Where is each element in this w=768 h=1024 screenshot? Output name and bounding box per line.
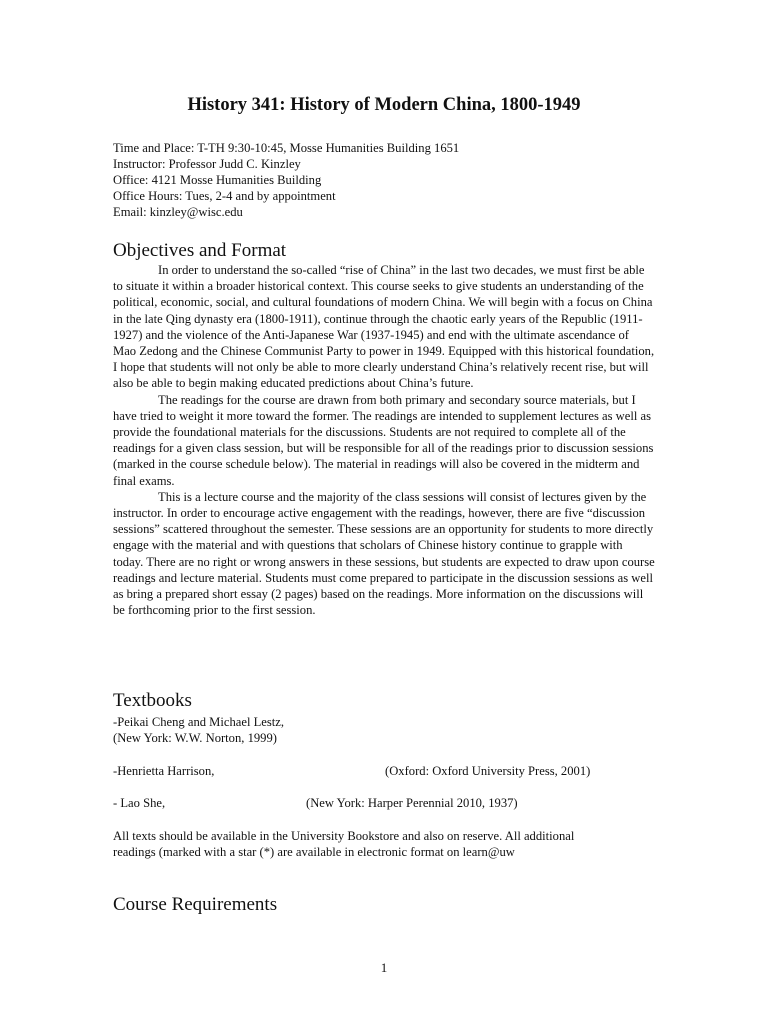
objectives-body <box>113 262 655 618</box>
instructor-line: Instructor: Professor Judd C. Kinzley <box>113 157 301 171</box>
objectives-paragraph-2: The readings for the course are drawn from both primary and secondary source materials, but I have tried to weight it more toward the former. The readings are intended to supplement lectures as well as provide the foundational materials for the discussions. Students are not required to complete all of the readings for a given class session, but will be responsible for all of the readings prior to discussion sessions (marked in the course schedule below). The material in readings will also be covered in the midterm and final exams. <box>113 392 654 488</box>
textbook-2-publisher: (Oxford: Oxford University Press, 2001) <box>385 764 591 778</box>
objectives-heading: Objectives and Format <box>113 240 287 261</box>
course-info-block <box>113 140 673 220</box>
textbook-3-publisher: (New York: Harper Perennial 2010, 1937) <box>306 796 518 810</box>
time-place-line: Time and Place: T-TH 9:30-10:45, Mosse Humanities Building 1651 <box>113 141 460 155</box>
email-line: Email: kinzley@wisc.edu <box>113 205 243 219</box>
objectives-paragraph-3: This is a lecture course and the majority of the class sessions will consist of lectures given by the instructor. In order to encourage active engagement with the readings, however, there are five “discussion sessions” scattered throughout the semester. These sessions are an opportunity for students to more directly engage with the material and with questions that scholars of Chinese history continue to grapple with today. There are no right or wrong answers in these sessions, but students are expected to draw upon course readings and lecture material. Students must come prepared to participate in the discussion sessions as well as bring a prepared short essay (2 pages) based on the readings. More information on the discussions will be forthcoming prior to the first session. <box>113 489 655 618</box>
office-hours-line: Office Hours: Tues, 2-4 and by appointment <box>113 189 336 203</box>
course-requirements-heading: Course Requirements <box>113 894 278 915</box>
textbooks-note-line-1: All texts should be available in the University Bookstore and also on reserve. All additional <box>113 829 575 843</box>
page-number: 1 <box>380 960 388 975</box>
document-title: History 341: History of Modern China, 1800-1949 <box>187 95 581 115</box>
textbook-1-author: -Peikai Cheng and Michael Lestz, <box>113 715 285 729</box>
objectives-paragraph-1: In order to understand the so-called “rise of China” in the last two decades, we must first be able to situate it within a broader historical context. This course seeks to give students an understanding of the political, economic, social, and cultural foundations of modern China. We will begin with a focus on China in the late Qing dynasty era (1800-1911), continue through the chaotic early years of the Republic (1911-1927) and the violence of the Anti-Japanese War (1937-1945) and end with the ultimate ascendance of Mao Zedong and the Chinese Communist Party to power in 1949. Equipped with this historical foundation, I hope that students will not only be able to more clearly understand China’s relatively recent rise, but will also be able to begin making educated predictions about China’s future. <box>113 263 655 391</box>
textbooks-note-line-2: readings (marked with a star (*) are available in electronic format on learn@uw <box>113 845 515 859</box>
textbook-1-publisher: (New York: W.W. Norton, 1999) <box>113 731 277 745</box>
textbook-3-author: - Lao She, <box>113 796 166 810</box>
office-line: Office: 4121 Mosse Humanities Building <box>113 173 322 187</box>
textbook-2-author: -Henrietta Harrison, <box>113 764 215 778</box>
textbooks-heading: Textbooks <box>113 690 192 711</box>
